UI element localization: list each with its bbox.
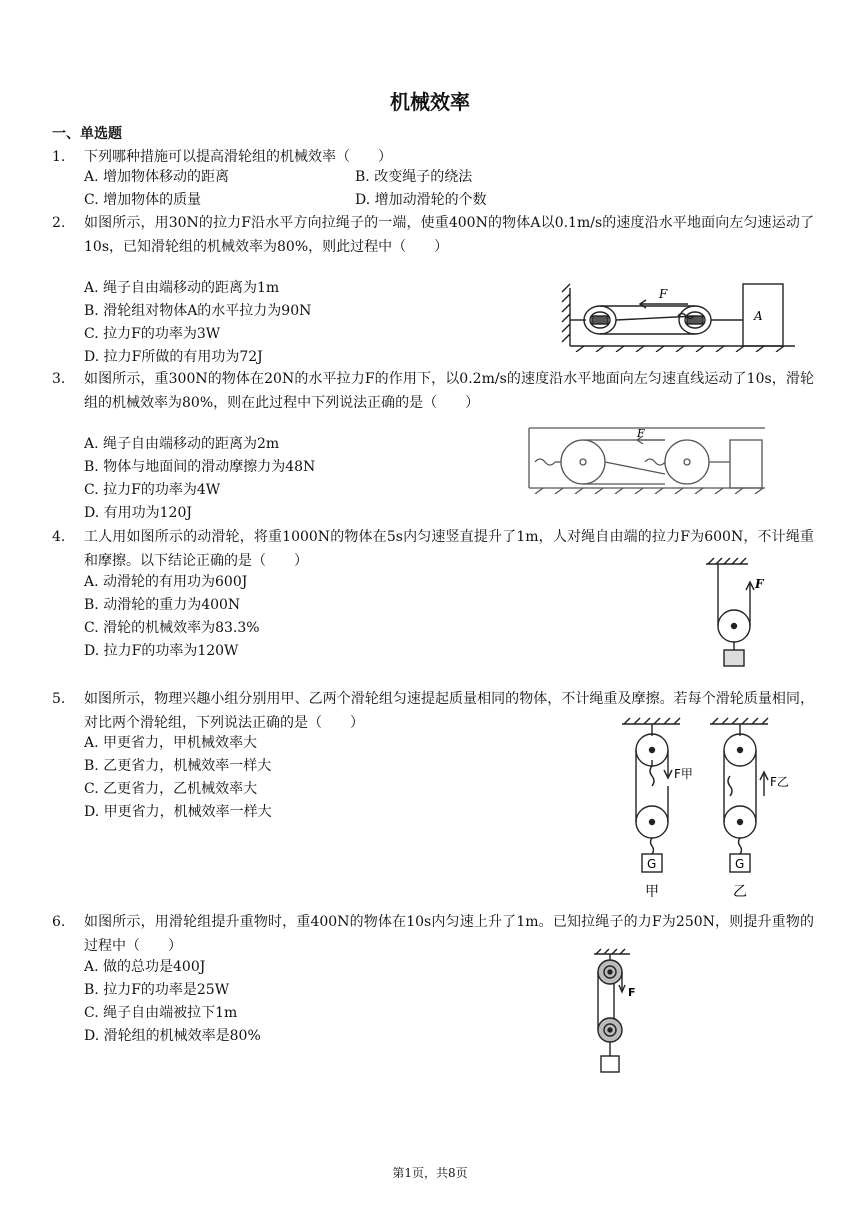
question-number: 6. xyxy=(52,914,66,930)
question-stem: 下列哪种措施可以提高滑轮组的机械效率（ ） xyxy=(84,149,392,165)
question-4 xyxy=(52,525,814,573)
option-c: C. 拉力F的功率为4W xyxy=(84,482,221,498)
option-b: B. 物体与地面间的滑动摩擦力为48N xyxy=(84,459,316,475)
caption-jia: 甲 xyxy=(645,884,659,900)
option-d: D. 滑轮组的机械效率是80% xyxy=(84,1028,261,1044)
option-d: D. 增加动滑轮的个数 xyxy=(355,192,487,208)
option-b: B. 动滑轮的重力为400N xyxy=(84,597,241,613)
question-number: 3. xyxy=(52,371,66,387)
question-stem: 如图所示，用30N的拉力F沿水平方向拉绳子的一端，使重400N的物体A以0.1m/s的速度沿水平地面向左匀速运动了10s，已知滑轮组的机械效率为80%，则此过程中（ ） xyxy=(84,215,814,255)
question-3 xyxy=(52,367,814,415)
force-label: F xyxy=(659,287,668,301)
pulley-figure-2 xyxy=(560,280,800,352)
pulley-figure-5 xyxy=(618,716,798,902)
question-number: 5. xyxy=(52,691,66,707)
option-c: C. 滑轮的机械效率为83.3% xyxy=(84,620,260,636)
question-2 xyxy=(52,211,814,259)
option-d: D. 甲更省力，机械效率一样大 xyxy=(84,804,272,820)
option-d: D. 拉力F所做的有用功为72J xyxy=(84,349,263,365)
option-c: C. 拉力F的功率为3W xyxy=(84,326,221,342)
force-label: F xyxy=(755,577,764,591)
object-label: A xyxy=(754,309,763,323)
option-d: D. 有用功为120J xyxy=(84,505,192,521)
question-stem: 如图所示，用滑轮组提升重物时，重400N的物体在10s内匀速上升了1m。已知拉绳子的力F为250N，则提升重物的过程中（ ） xyxy=(84,914,814,954)
force-label: F xyxy=(628,986,636,999)
weight-label-yi: G xyxy=(735,857,745,871)
option-a: A. 绳子自由端移动的距离为1m xyxy=(84,280,280,296)
option-b: B. 乙更省力，机械效率一样大 xyxy=(84,758,272,774)
option-c: C. 乙更省力，乙机械效率大 xyxy=(84,781,258,797)
question-number: 1. xyxy=(52,149,66,165)
option-b: B. 拉力F的功率是25W xyxy=(84,982,230,998)
question-number: 4. xyxy=(52,529,66,545)
option-a: A. 甲更省力，甲机械效率大 xyxy=(84,735,258,751)
page-title: 机械效率 xyxy=(390,90,470,114)
section-heading: 一、单选题 xyxy=(52,126,122,142)
question-stem: 如图所示，物理兴趣小组分别用甲、乙两个滑轮组匀速提起质量相同的物体，不计绳重及摩擦。若每个滑轮质量相同，对比两个滑轮组，下列说法正确的是（ ） xyxy=(84,691,814,731)
weight-label-jia: G xyxy=(647,857,657,871)
question-number: 2. xyxy=(52,215,66,231)
option-b: B. 改变绳子的绕法 xyxy=(355,169,473,185)
pulley-figure-3 xyxy=(525,424,775,494)
force-label-yi: F乙 xyxy=(770,775,789,789)
pulley-figure-4 xyxy=(702,556,772,668)
question-6 xyxy=(52,910,814,958)
option-a: A. 增加物体移动的距离 xyxy=(84,169,230,185)
option-c: C. 增加物体的质量 xyxy=(84,192,202,208)
option-a: A. 绳子自由端移动的距离为2m xyxy=(84,436,280,452)
question-stem: 如图所示，重300N的物体在20N的水平拉力F的作用下，以0.2m/s的速度沿水平地面向左匀速直线运动了10s，滑轮组的机械效率为80%，则在此过程中下列说法正确的是（ ） xyxy=(84,371,814,411)
option-a: A. 做的总功是400J xyxy=(84,959,206,975)
force-label: F xyxy=(637,427,645,440)
option-b: B. 滑轮组对物体A的水平拉力为90N xyxy=(84,303,312,319)
option-d: D. 拉力F的功率为120W xyxy=(84,643,239,659)
question-stem: 工人用如图所示的动滑轮，将重1000N的物体在5s内匀速竖直提升了1m，人对绳自由端的拉力F为600N，不计绳重和摩擦。以下结论正确的是（ ） xyxy=(84,529,814,569)
force-label-jia: F甲 xyxy=(674,767,693,781)
page-footer: 第1页，共8页 xyxy=(392,1166,468,1180)
caption-yi: 乙 xyxy=(733,884,747,900)
option-a: A. 动滑轮的有用功为600J xyxy=(84,574,248,590)
option-c: C. 绳子自由端被拉下1m xyxy=(84,1005,238,1021)
pulley-figure-6 xyxy=(588,948,648,1076)
